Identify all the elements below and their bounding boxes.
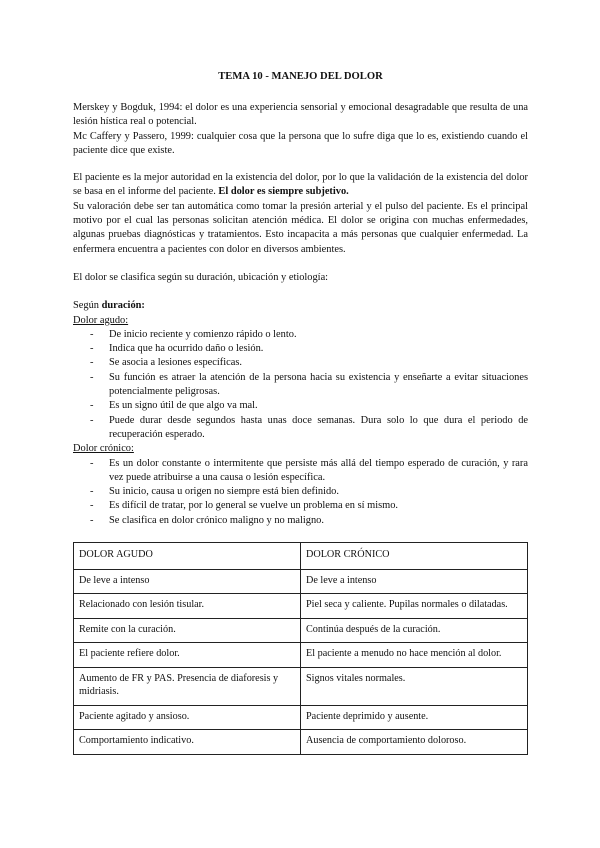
list-item: - Es un dolor constante o intermitente que persiste más allá del tiempo esperado de curación, y rara vez puede atribuirse a una causa o lesión específica. — [90, 457, 528, 486]
table-cell: De leve a intenso — [301, 569, 528, 594]
table-row — [74, 730, 528, 755]
header-chronic: DOLOR CRÓNICO — [301, 543, 528, 570]
definition-merskey: Merskey y Bogduk, 1994: el dolor es una experiencia sensorial y emocional desagradable que resulta de una lesión hística real o potencial. — [73, 102, 528, 128]
table-row — [74, 618, 528, 643]
definition-mccaffery: Mc Caffery y Passero, 1999: cualquier cosa que la persona que lo sufre diga que lo es, existiendo cuando el paciente dice que existe. — [73, 130, 528, 156]
list-item: - Indica que ha ocurrido daño o lesión. — [90, 342, 528, 356]
list-item: - Su inicio, causa u origen no siempre está bien definido. — [90, 485, 528, 499]
table-cell: Continúa después de la curación. — [301, 618, 528, 643]
classification-paragraph: El dolor se clasifica según su duración, ubicación y etiología: — [73, 271, 329, 283]
list-item: - Su función es atraer la atención de la persona hacia su existencia y enseñarte a evitar situaciones potencialmente peligrosas. — [90, 371, 528, 400]
table-cell: Comportamiento indicativo. — [74, 730, 301, 755]
header-acute: DOLOR AGUDO — [74, 543, 301, 570]
table-cell: Remite con la curación. — [74, 618, 301, 643]
authority-text: El paciente es la mejor autoridad en la existencia del dolor, por lo que la validación de la existencia del dolor se basa en el informe del paciente. — [73, 172, 528, 198]
table-cell: Paciente agitado y ansioso. — [74, 705, 301, 730]
table-cell: El paciente refiere dolor. — [74, 643, 301, 668]
authority-paragraph — [73, 171, 528, 200]
table-cell: De leve a intenso — [74, 569, 301, 594]
list-item: - Se asocia a lesiones específicas. — [90, 356, 528, 370]
table-cell: Piel seca y caliente. Pupilas normales o dilatadas. — [301, 594, 528, 619]
list-item: - Es un signo útil de que algo va mal. — [90, 399, 528, 413]
table-cell: Paciente deprimido y ausente. — [301, 705, 528, 730]
list-item: - Puede durar desde segundos hasta unas doce semanas. Dura solo lo que dura el periodo de recuperación esperado. — [90, 414, 528, 443]
acute-pain-heading: Dolor agudo: — [73, 314, 129, 326]
list-item: - De inicio reciente y comienzo rápido o lento. — [90, 328, 528, 342]
acute-pain-list — [73, 328, 528, 442]
table-row — [74, 643, 528, 668]
table-cell: Ausencia de comportamiento doloroso. — [301, 730, 528, 755]
assessment-paragraph: Su valoración debe ser tan automática como tomar la presión arterial y el pulso del paciente. Es el principal motivo por el cual las personas solicitan atención médica. El dolor se origina con muchas enfermedades, algunas pruebas diagnósticas y tratamientos. Esto incapacita a más personas que cualquier enfermedad. La enfermera encuentra a pacientes con dolor en diversos ambientes. — [73, 200, 528, 255]
duration-heading — [73, 299, 528, 313]
table-row — [74, 569, 528, 594]
list-item: - Se clasifica en dolor crónico maligno y no maligno. — [90, 514, 528, 528]
table-row — [74, 594, 528, 619]
list-item: - Es difícil de tratar, por lo general se vuelve un problema en sí mismo. — [90, 499, 528, 513]
table-cell: Relacionado con lesión tisular. — [74, 594, 301, 619]
duration-bold: duración: — [101, 300, 145, 312]
table-header-row — [74, 543, 528, 570]
chronic-pain-heading: Dolor crónico: — [73, 443, 134, 455]
page-title: TEMA 10 - MANEJO DEL DOLOR — [218, 71, 383, 82]
authority-bold: El dolor es siempre subjetivo. — [218, 186, 349, 198]
duration-prefix: Según — [73, 300, 102, 312]
chronic-pain-list — [73, 457, 528, 528]
comparison-table — [73, 542, 528, 755]
table-cell: Signos vitales normales. — [301, 667, 528, 705]
table-row — [74, 667, 528, 705]
table-row — [74, 705, 528, 730]
document-page — [73, 70, 528, 755]
table-cell: Aumento de FR y PAS. Presencia de diaforesis y midriasis. — [74, 667, 301, 705]
table-cell: El paciente a menudo no hace mención al dolor. — [301, 643, 528, 668]
